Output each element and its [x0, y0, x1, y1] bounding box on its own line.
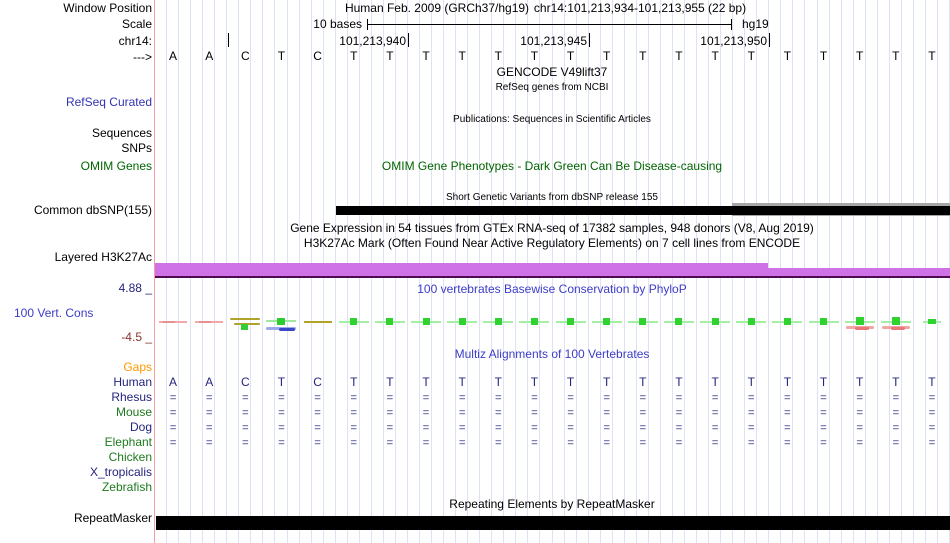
alignment-glyph: =: [242, 407, 249, 419]
conservation-mark: [603, 318, 610, 325]
track-title-publications: Publications: Sequences in Scientific Articles: [453, 114, 651, 125]
track-label-h3k27ac[interactable]: Layered H3K27Ac: [54, 250, 152, 264]
alignment-glyph: =: [603, 407, 610, 419]
conservation-mark: [856, 317, 864, 325]
alignment-glyph: =: [784, 407, 791, 419]
base-letter: T: [566, 49, 575, 63]
multiz-base-letter: T: [458, 375, 466, 389]
track-title-h3k27ac: H3K27Ac Mark (Often Found Near Active Regulatory Elements) on 7 cell lines from ENCODE: [303, 236, 801, 250]
alignment-glyph: =: [784, 392, 791, 404]
alignment-glyph: =: [711, 422, 719, 434]
multiz-base-letter: T: [819, 375, 828, 389]
alignment-glyph: =: [314, 422, 321, 434]
alignment-glyph: =: [531, 437, 538, 449]
multiz-base-letter: T: [277, 375, 286, 389]
alignment-glyph: =: [603, 437, 610, 449]
base-letter: T: [386, 49, 394, 63]
track-label-species-x_tropicalis[interactable]: X_tropicalis: [89, 465, 152, 479]
alignment-glyph: =: [820, 407, 827, 419]
alignment-glyph: =: [314, 437, 321, 449]
alignment-glyph: =: [422, 407, 430, 419]
multiz-base-letter: T: [494, 375, 502, 389]
track-label-species-gaps[interactable]: Gaps: [123, 360, 152, 374]
assembly-label: Human Feb. 2009 (GRCh37/hg19): [344, 1, 530, 15]
conservation-mark: [820, 318, 827, 325]
alignment-glyph: =: [639, 422, 647, 434]
alignment-glyph: =: [892, 392, 899, 404]
track-label-species-human[interactable]: Human: [113, 375, 152, 389]
alignment-glyph: =: [278, 422, 285, 434]
alignment-glyph: =: [278, 407, 285, 419]
track-label-repeatmasker[interactable]: RepeatMasker: [73, 511, 152, 525]
alignment-glyph: =: [675, 437, 683, 449]
alignment-glyph: =: [314, 407, 321, 419]
ruler-position-label: 101,213,940: [339, 34, 406, 48]
alignment-glyph: =: [928, 422, 936, 434]
track-title-conservation: 100 vertebrates Basewise Conservation by PhyloP: [417, 282, 687, 296]
track-label-species-dog[interactable]: Dog: [129, 420, 152, 434]
alignment-glyph: =: [639, 407, 647, 419]
conservation-mark: [567, 318, 574, 325]
multiz-base-letter: A: [205, 375, 214, 389]
multiz-base-letter: T: [928, 375, 936, 389]
scale-value: 10 bases: [313, 17, 362, 31]
track-subtitle-refseq: RefSeq genes from NCBI: [495, 82, 609, 93]
alignment-glyph: =: [169, 422, 177, 434]
conservation-mark: [459, 318, 466, 325]
alignment-glyph: =: [205, 437, 213, 449]
alignment-glyph: =: [639, 392, 647, 404]
alignment-glyph: =: [603, 392, 610, 404]
conservation-mark: [639, 318, 646, 325]
alignment-glyph: =: [748, 392, 755, 404]
alignment-glyph: =: [422, 392, 430, 404]
track-title-dbsnp: Short Genetic Variants from dbSNP release 155: [446, 192, 658, 203]
conservation-mark: [855, 327, 869, 330]
alignment-glyph: =: [856, 437, 863, 449]
alignment-glyph: =: [567, 422, 574, 434]
alignment-glyph: =: [928, 437, 936, 449]
base-letter: T: [855, 49, 864, 63]
scale-ruler-left-tick: [367, 19, 368, 30]
multiz-base-letter: T: [675, 375, 683, 389]
base-letter: C: [240, 49, 250, 63]
base-letter: C: [313, 49, 322, 63]
ruler-tick: [408, 33, 409, 47]
dbsnp-variant-bar[interactable]: [336, 206, 950, 215]
alignment-glyph: =: [278, 392, 285, 404]
conservation-mark: [277, 318, 285, 325]
alignment-glyph: =: [242, 392, 249, 404]
alignment-glyph: =: [350, 392, 357, 404]
position-range-label: chr14:101,213,934-101,213,955 (22 bp): [533, 1, 747, 15]
scale-label: Scale: [121, 17, 152, 31]
conservation-mark: [495, 318, 502, 325]
ruler-position-label: 101,213,950: [700, 34, 767, 48]
alignment-glyph: =: [205, 407, 213, 419]
alignment-glyph: =: [531, 407, 538, 419]
alignment-glyph: =: [748, 407, 755, 419]
scale-ruler-line: [367, 24, 732, 25]
track-label-omim[interactable]: OMIM Genes: [80, 159, 152, 173]
conservation-mark: [891, 327, 905, 330]
track-title-gtex: Gene Expression in 54 tissues from GTEx RNA-seq of 17382 samples, 948 donors (V8, Aug 2019): [290, 221, 814, 235]
alignment-glyph: =: [675, 422, 683, 434]
multiz-base-letter: C: [240, 375, 250, 389]
base-letter: A: [205, 49, 214, 63]
alignment-glyph: =: [820, 392, 827, 404]
conservation-mark: [230, 318, 260, 320]
conservation-mark: [712, 318, 719, 325]
h3k27ac-baseline: [155, 276, 950, 278]
conservation-mark: [423, 318, 430, 325]
alignment-glyph: =: [169, 437, 177, 449]
assembly-short-label: hg19: [742, 17, 769, 31]
track-label-species-chicken[interactable]: Chicken: [108, 450, 152, 464]
track-label-refseq-curated[interactable]: RefSeq Curated: [65, 95, 152, 109]
base-letter: T: [494, 49, 502, 63]
track-label-sequences[interactable]: Sequences: [91, 126, 152, 140]
base-letter: A: [169, 49, 178, 63]
conservation-mark: [784, 318, 791, 325]
track-label-dbsnp[interactable]: Common dbSNP(155): [33, 203, 152, 217]
alignment-glyph: =: [458, 392, 466, 404]
conservation-mark: [241, 324, 248, 330]
conservation-mark: [748, 318, 755, 325]
track-label-species-rhesus[interactable]: Rhesus: [111, 390, 152, 404]
conservation-mark: [675, 318, 682, 325]
alignment-glyph: =: [205, 392, 213, 404]
alignment-glyph: =: [386, 437, 394, 449]
multiz-base-letter: C: [313, 375, 322, 389]
track-title-gencode: GENCODE V49lift37: [496, 65, 608, 79]
alignment-glyph: =: [495, 437, 502, 449]
ruler-position-label: 101,213,945: [520, 34, 587, 48]
conservation-mark: [304, 321, 332, 323]
conservation-mark: [279, 328, 295, 331]
alignment-glyph: =: [350, 437, 357, 449]
alignment-glyph: =: [169, 407, 177, 419]
alignment-glyph: =: [567, 437, 574, 449]
alignment-glyph: =: [892, 422, 899, 434]
alignment-glyph: =: [603, 422, 610, 434]
conservation-mark: [163, 321, 175, 323]
alignment-glyph: =: [350, 407, 357, 419]
alignment-glyph: =: [928, 407, 936, 419]
alignment-glyph: =: [675, 392, 683, 404]
alignment-glyph: =: [458, 437, 466, 449]
base-letter: T: [422, 49, 430, 63]
base-letter: T: [675, 49, 683, 63]
alignment-glyph: =: [711, 407, 719, 419]
ruler-minor-tick: [228, 33, 229, 47]
conservation-axis-min: -4.5 _: [121, 330, 152, 344]
alignment-glyph: =: [495, 422, 502, 434]
alignment-glyph: =: [386, 422, 394, 434]
base-letter: T: [892, 49, 900, 63]
alignment-glyph: =: [169, 392, 177, 404]
multiz-base-letter: T: [892, 375, 900, 389]
alignment-glyph: =: [784, 422, 791, 434]
multiz-base-letter: T: [422, 375, 430, 389]
repeatmasker-element-bar[interactable]: [156, 516, 950, 530]
track-label-species-zebrafish[interactable]: Zebrafish: [101, 480, 152, 494]
base-letter: T: [530, 49, 539, 63]
alignment-glyph: =: [531, 422, 538, 434]
alignment-glyph: =: [531, 392, 538, 404]
alignment-glyph: =: [820, 422, 827, 434]
alignment-glyph: =: [748, 437, 755, 449]
alignment-glyph: =: [856, 422, 863, 434]
alignment-glyph: =: [205, 422, 213, 434]
conservation-mark: [531, 318, 538, 325]
base-letter: T: [928, 49, 936, 63]
base-letter: T: [819, 49, 828, 63]
alignment-glyph: =: [892, 437, 899, 449]
alignment-glyph: =: [892, 407, 899, 419]
multiz-base-letter: T: [747, 375, 755, 389]
multiz-base-letter: A: [169, 375, 178, 389]
multiz-base-letter: T: [639, 375, 647, 389]
multiz-base-letter: T: [603, 375, 611, 389]
base-letter: T: [458, 49, 466, 63]
alignment-glyph: =: [856, 407, 863, 419]
alignment-glyph: =: [820, 437, 827, 449]
ruler-tick: [769, 33, 770, 47]
base-letter: T: [603, 49, 611, 63]
window-position-label: Window Position: [63, 1, 152, 15]
multiz-base-letter: T: [350, 375, 358, 389]
alignment-glyph: =: [928, 392, 936, 404]
base-letter: T: [747, 49, 755, 63]
conservation-mark: [386, 318, 393, 325]
alignment-glyph: =: [422, 437, 430, 449]
conservation-mark: [350, 318, 357, 325]
alignment-glyph: =: [675, 407, 683, 419]
chrom-label: chr14:: [118, 34, 152, 48]
alignment-glyph: =: [242, 437, 249, 449]
track-title-omim: OMIM Gene Phenotypes - Dark Green Can Be Disease-causing: [381, 159, 723, 173]
alignment-glyph: =: [567, 407, 574, 419]
conservation-axis-max: 4.88 _: [118, 281, 152, 295]
ruler-tick: [589, 33, 590, 47]
strand-arrow: --->: [133, 50, 152, 64]
alignment-glyph: =: [422, 422, 430, 434]
alignment-glyph: =: [495, 392, 502, 404]
alignment-glyph: =: [784, 437, 791, 449]
multiz-base-letter: T: [530, 375, 539, 389]
track-title-repeatmasker: Repeating Elements by RepeatMasker: [449, 497, 655, 511]
alignment-glyph: =: [748, 422, 755, 434]
alignment-glyph: =: [639, 437, 647, 449]
track-label-snps[interactable]: SNPs: [121, 141, 152, 155]
multiz-base-letter: T: [566, 375, 575, 389]
base-letter: T: [783, 49, 792, 63]
conservation-mark: [199, 321, 211, 323]
alignment-glyph: =: [278, 437, 285, 449]
multiz-base-letter: T: [783, 375, 792, 389]
multiz-base-letter: T: [855, 375, 864, 389]
base-letter: T: [277, 49, 286, 63]
alignment-glyph: =: [458, 422, 466, 434]
base-letter: T: [639, 49, 647, 63]
track-label-conservation[interactable]: 100 Vert. Cons: [14, 306, 94, 320]
multiz-base-letter: T: [711, 375, 719, 389]
alignment-glyph: =: [856, 392, 863, 404]
alignment-glyph: =: [242, 422, 249, 434]
alignment-glyph: =: [386, 392, 394, 404]
alignment-glyph: =: [350, 422, 357, 434]
alignment-glyph: =: [386, 407, 394, 419]
track-label-species-elephant[interactable]: Elephant: [104, 435, 152, 449]
alignment-glyph: =: [711, 437, 719, 449]
conservation-mark: [892, 317, 900, 325]
alignment-glyph: =: [314, 392, 321, 404]
scale-ruler-right-tick: [731, 19, 732, 30]
conservation-mark: [928, 319, 936, 324]
track-label-species-mouse[interactable]: Mouse: [115, 405, 152, 419]
alignment-glyph: =: [711, 392, 719, 404]
base-letter: T: [350, 49, 358, 63]
alignment-glyph: =: [458, 407, 466, 419]
alignment-glyph: =: [567, 392, 574, 404]
alignment-glyph: =: [495, 407, 502, 419]
base-letter: T: [711, 49, 719, 63]
track-title-multiz: Multiz Alignments of 100 Vertebrates: [454, 347, 650, 361]
multiz-base-letter: T: [386, 375, 394, 389]
